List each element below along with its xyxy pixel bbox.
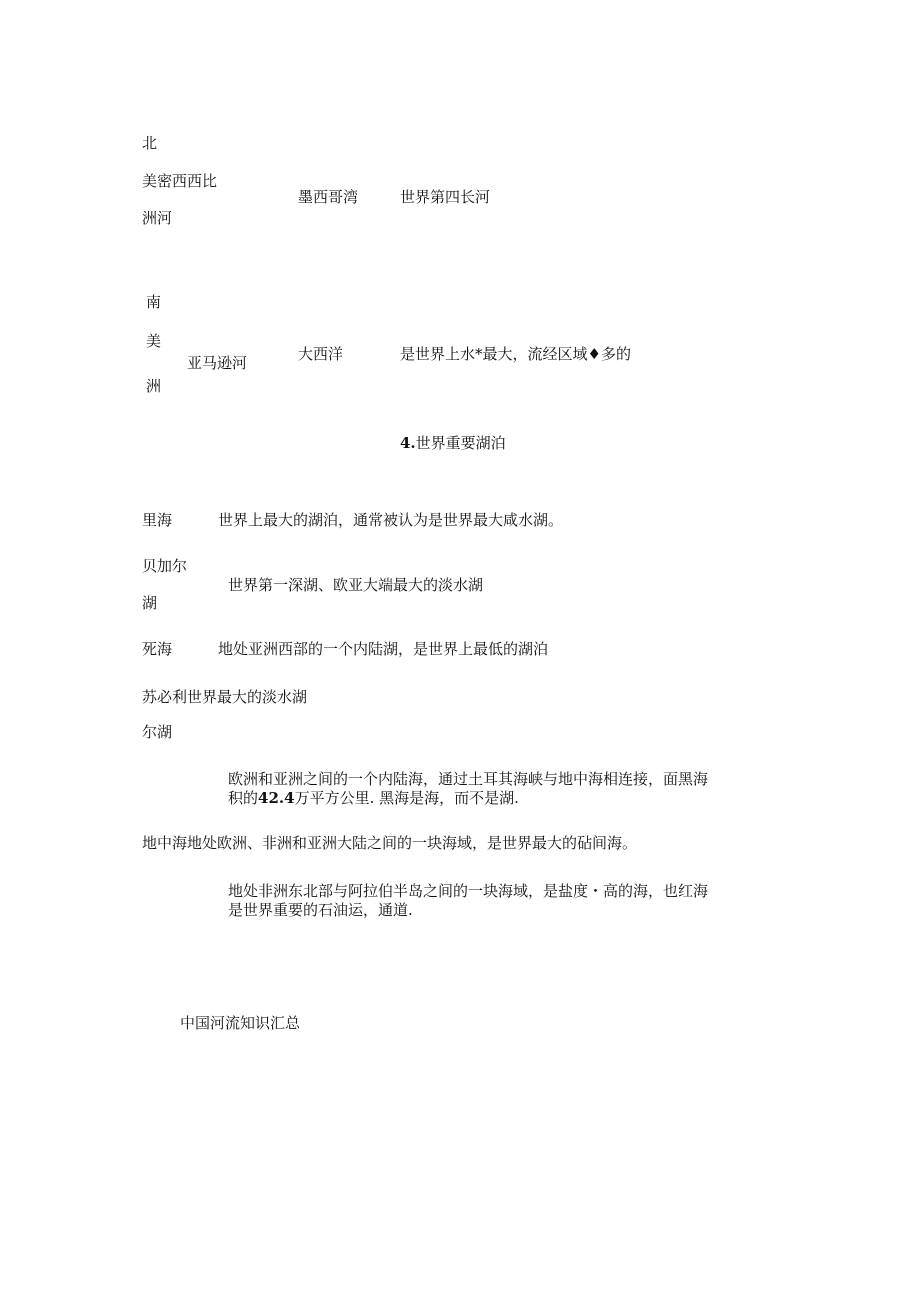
caspian-name: 里海 [142,511,173,529]
superior-line2: 尔湖 [142,723,173,741]
baikal-desc: 世界第一深湖、欧亚大端最大的淡水湖 [228,576,484,594]
black-sea-area-number: 42.4 [258,789,295,807]
black-sea-line2-prefix: 积的 [228,789,259,807]
black-sea-line1: 欧洲和亚洲之间的一个内陆海，通过土耳其海峡与地中海相连接，面黑海 [228,770,709,788]
na-river-line: 美密西西比 [142,172,218,190]
china-rivers-title: 中国河流知识汇总 [180,1014,301,1032]
black-sea-line2-suffix: 万平方公里. 黑海是海，而不是湖. [294,789,519,807]
na-continent-line3: 洲河 [142,209,173,227]
mediterranean-text: 地中海地处欧洲、非洲和亚洲大陆之间的一块海域，是世界最大的砧间海。 [142,834,638,852]
sa-outlet: 大西洋 [298,345,344,363]
sa-continent-char3: 洲 [146,377,162,395]
sa-river: 亚马逊河 [187,354,248,372]
dead-sea-desc: 地处亚洲西部的一个内陆湖，是世界上最低的湖泊 [218,640,549,658]
red-sea-line2: 是世界重要的石油运，通道. [228,901,413,919]
sa-continent-char2: 美 [146,332,162,350]
lakes-heading [400,434,506,452]
red-sea-line1: 地处非洲东北部与阿拉伯半岛之间的一块海域，是盐度・高的海，也红海 [228,882,709,900]
baikal-name-line2: 湖 [142,594,158,612]
na-outlet: 墨西哥湾 [298,188,359,206]
sa-continent-char1: 南 [146,293,162,311]
superior-line1: 苏必利世界最大的淡水湖 [142,688,308,706]
black-sea-line2 [228,789,519,807]
baikal-name-line1: 贝加尔 [142,557,188,575]
sa-note: 是世界上水*最大，流经区域♦多的 [400,345,631,363]
na-continent-line1: 北 [142,134,158,152]
na-note: 世界第四长河 [400,188,491,206]
caspian-desc: 世界上最大的湖泊，通常被认为是世界最大咸水湖。 [218,511,564,529]
lakes-heading-text: 世界重要湖泊 [415,434,506,452]
dead-sea-name: 死海 [142,640,173,658]
lakes-heading-number: 4. [400,434,416,452]
